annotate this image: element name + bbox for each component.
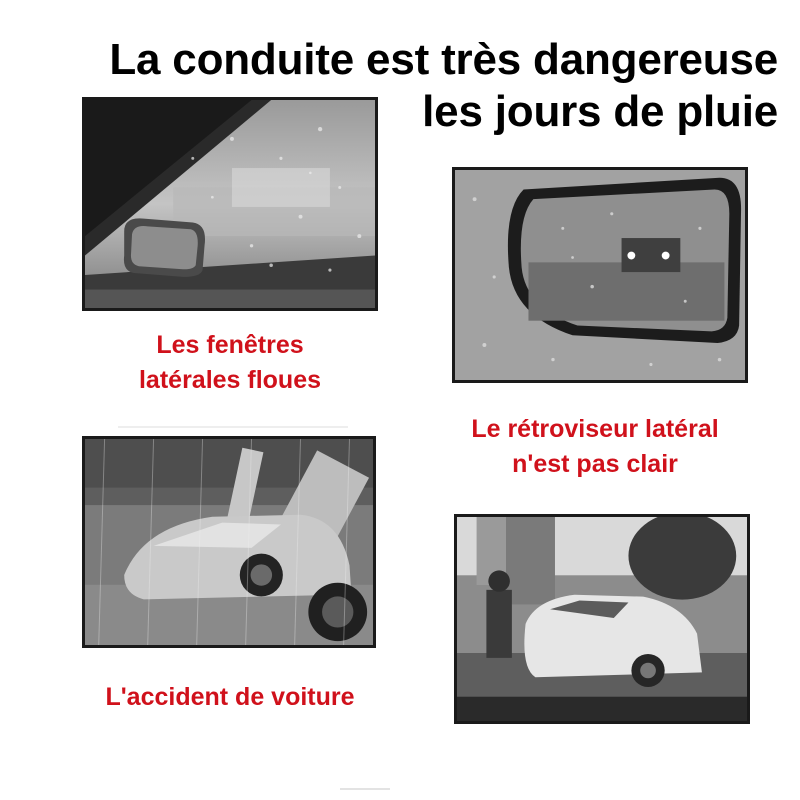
photo-rainy-side-window xyxy=(82,97,378,311)
caption-side-windows-line-1: Les fenêtres xyxy=(156,331,304,359)
caption-side-mirror-line-1: Le rétroviseur latéral xyxy=(471,415,719,443)
photo-rainy-side-mirror xyxy=(452,167,748,383)
divider-bottom xyxy=(340,788,390,790)
caption-side-windows-line-2: latérales floues xyxy=(138,366,322,394)
headline-line-2: les jours de pluie xyxy=(422,87,778,136)
caption-side-windows xyxy=(100,328,360,398)
divider-faint xyxy=(118,426,348,428)
caption-side-mirror-line-2: n'est pas clair xyxy=(512,450,678,478)
headline-line-1: La conduite est très dangereuse xyxy=(109,35,778,84)
caption-car-accident: L'accident de voiture xyxy=(105,683,355,711)
photo-car-accident xyxy=(82,436,376,648)
caption-side-mirror xyxy=(440,412,750,482)
photo-street-accident-scene xyxy=(454,514,750,724)
